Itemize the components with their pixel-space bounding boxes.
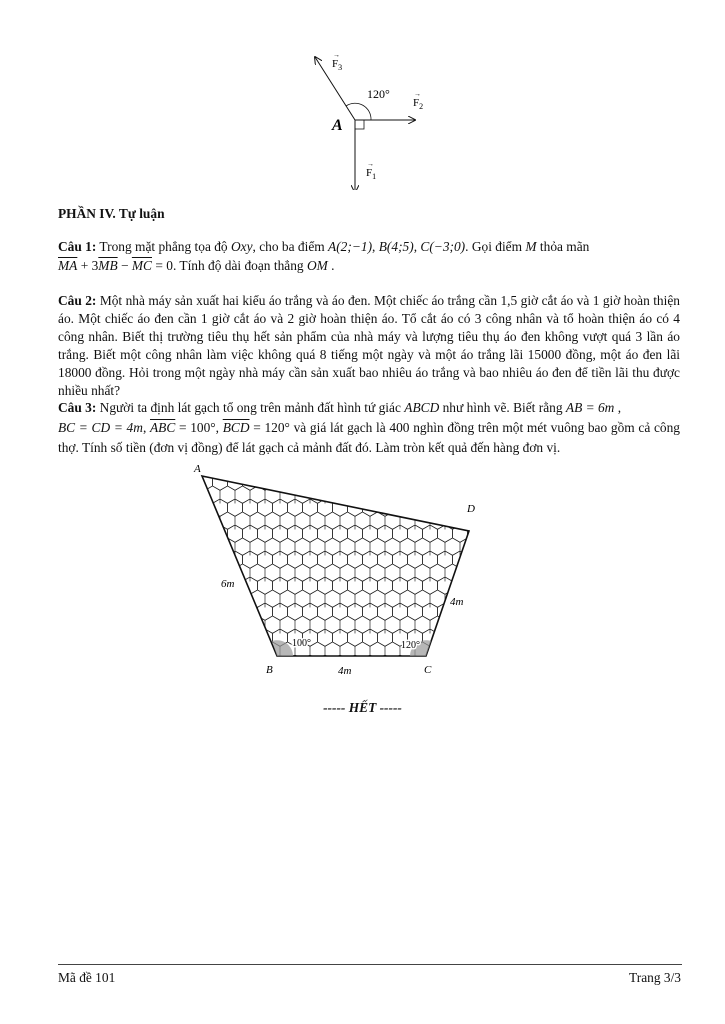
angle-label: 120°: [367, 87, 390, 101]
vec-arrow-f2: →: [414, 90, 421, 98]
q3-label: Câu 3:: [58, 400, 97, 415]
force-diagram: [300, 40, 450, 190]
vec-arrow-f1: →: [367, 160, 374, 168]
angle-b-label: 100°: [292, 638, 311, 649]
question-1: Câu 1: Trong mặt phẳng tọa độ Oxy, cho ba điểm A(2;−1), B(4;5), C(−3;0). Gọi điểm M thỏa mãn $\overline{MA} + 3\overline{MB} - \overline{MC} = 0$. Tính độ dài đoạn thẳng OM .: [58, 239, 590, 273]
label-a: A: [194, 463, 201, 475]
label-bc: 4m: [338, 665, 352, 677]
f3-label: $F_3$: [332, 58, 343, 72]
section-title: PHẦN IV. Tự luận: [58, 206, 165, 221]
q1-label: Câu 1:: [58, 239, 97, 254]
quadrilateral-figure: [190, 460, 490, 685]
f2-label: $F_2$: [413, 97, 424, 111]
question-2: Câu 2: Một nhà máy sản xuất hai kiểu áo trắng và áo đen. Một chiếc áo trắng cần 1,5 giờ cắt áo và 1 giờ hoàn thiện áo. Một chiếc áo đen cần 1 giờ cắt áo và 2 giờ hoàn thiện áo. Tổ cắt áo có 3 công nhân và tổ hoàn thiện áo có 4 công nhân. Biết thị trường tiêu thụ hết sản phẩm của nhà máy và lượng tiêu thụ áo đen không vượt quá 3 lần áo trắng. Biết một công nhân làm việc không quá 8 tiếng một ngày và một áo trắng lãi 15000 đồng, một áo đen lãi 18000 đồng. Hỏi trong một ngày nhà máy cần sản xuất bao nhiêu áo trắng và bao nhiêu áo đen để tiền lãi thu được nhiều nhất?: [58, 293, 680, 398]
angle-c-label: 120°: [401, 640, 420, 651]
vec-arrow-f3: →: [333, 51, 340, 59]
question-3: Câu 3: Người ta định lát gạch tổ ong trên mảnh đất hình tứ giác ABCD như hình vẽ. Biết rằng AB = 6m , BC = CD = 4m, $\overline{ABC} = 100^\circ$, $\overline{BCD} = 120^\circ$ và giá lát gạch là 400 nghìn đồng trên một mét vuông bao gồm cả công thợ. Tính số tiền (đơn vị đồng) để lát gạch cả mảnh đất đó. Làm tròn kết quả đến hàng đơn vị.: [58, 400, 680, 455]
footer-exam-code: Mã đề 101: [58, 970, 116, 985]
label-cd: 4m: [450, 596, 464, 608]
footer-page-number: Trang 3/3: [629, 970, 681, 985]
label-c: C: [424, 664, 432, 676]
label-b: B: [266, 664, 273, 676]
f1-label: $F_1$: [366, 167, 377, 181]
point-a-label: A: [332, 117, 343, 134]
q2-label: Câu 2:: [58, 293, 97, 308]
end-mark: ----- HẾT -----: [323, 700, 402, 715]
footer-rule: [58, 964, 682, 965]
label-ab: 6m: [221, 578, 235, 590]
label-d: D: [467, 503, 475, 515]
right-angle-mark: [355, 120, 364, 129]
